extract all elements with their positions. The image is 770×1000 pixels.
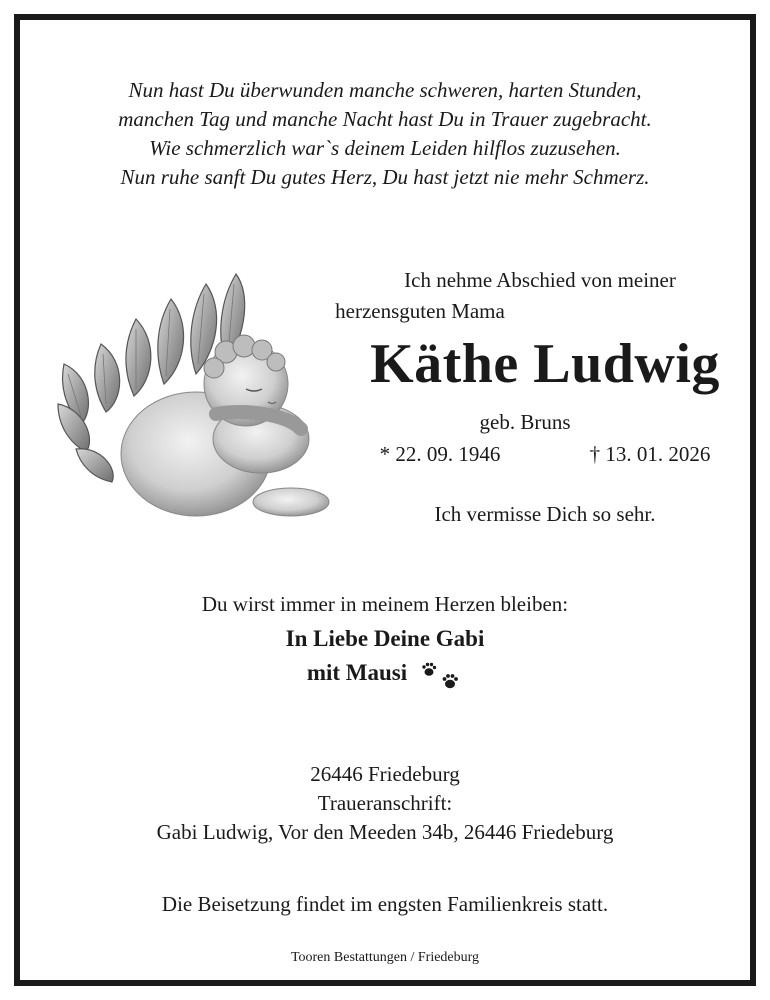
maiden-name: geb. Bruns: [479, 410, 571, 434]
undertaker-name: Tooren Bestattungen / Friedeburg: [290, 950, 480, 965]
funeral-note: Die Beisetzung findet im engsten Familienkreis statt.: [161, 892, 609, 916]
deceased-name: Käthe Ludwig: [370, 333, 720, 395]
heart-text: Du wirst immer in meinem Herzen bleiben:: [201, 592, 569, 616]
death-date: † 13. 01. 2026: [589, 442, 711, 466]
intro-line: herzensguten Mama: [335, 299, 505, 323]
poem-line: manchen Tag und manche Nacht hast Du in Trauer zugebracht.: [118, 107, 652, 131]
address-label: Traueranschrift:: [317, 791, 453, 815]
signature-pet: mit Mausi: [306, 660, 408, 685]
birth-date: * 22. 09. 1946: [379, 442, 501, 466]
address-block: [20, 760, 750, 847]
intro-line: Ich nehme Abschied von meiner: [404, 268, 676, 292]
miss-text: Ich vermisse Dich so sehr.: [434, 502, 656, 526]
signature-line: In Liebe Deine Gabi: [285, 626, 485, 651]
poem-line: Nun ruhe sanft Du gutes Herz, Du hast jetzt nie mehr Schmerz.: [120, 165, 650, 189]
paw-prints-icon: [419, 661, 463, 691]
poem-line: Nun hast Du überwunden manche schweren, harten Stunden,: [128, 78, 642, 102]
poem: [20, 76, 750, 192]
address-full: Gabi Ludwig, Vor den Meeden 34b, 26446 Friedeburg: [156, 820, 614, 844]
poem-line: Wie schmerzlich war`s deinem Leiden hilflos zuzusehen.: [149, 136, 621, 160]
address-city: 26446 Friedeburg: [310, 762, 460, 786]
obituary-frame: [14, 14, 756, 986]
signature-pet-row: [20, 660, 750, 691]
angel-image: [46, 264, 336, 534]
